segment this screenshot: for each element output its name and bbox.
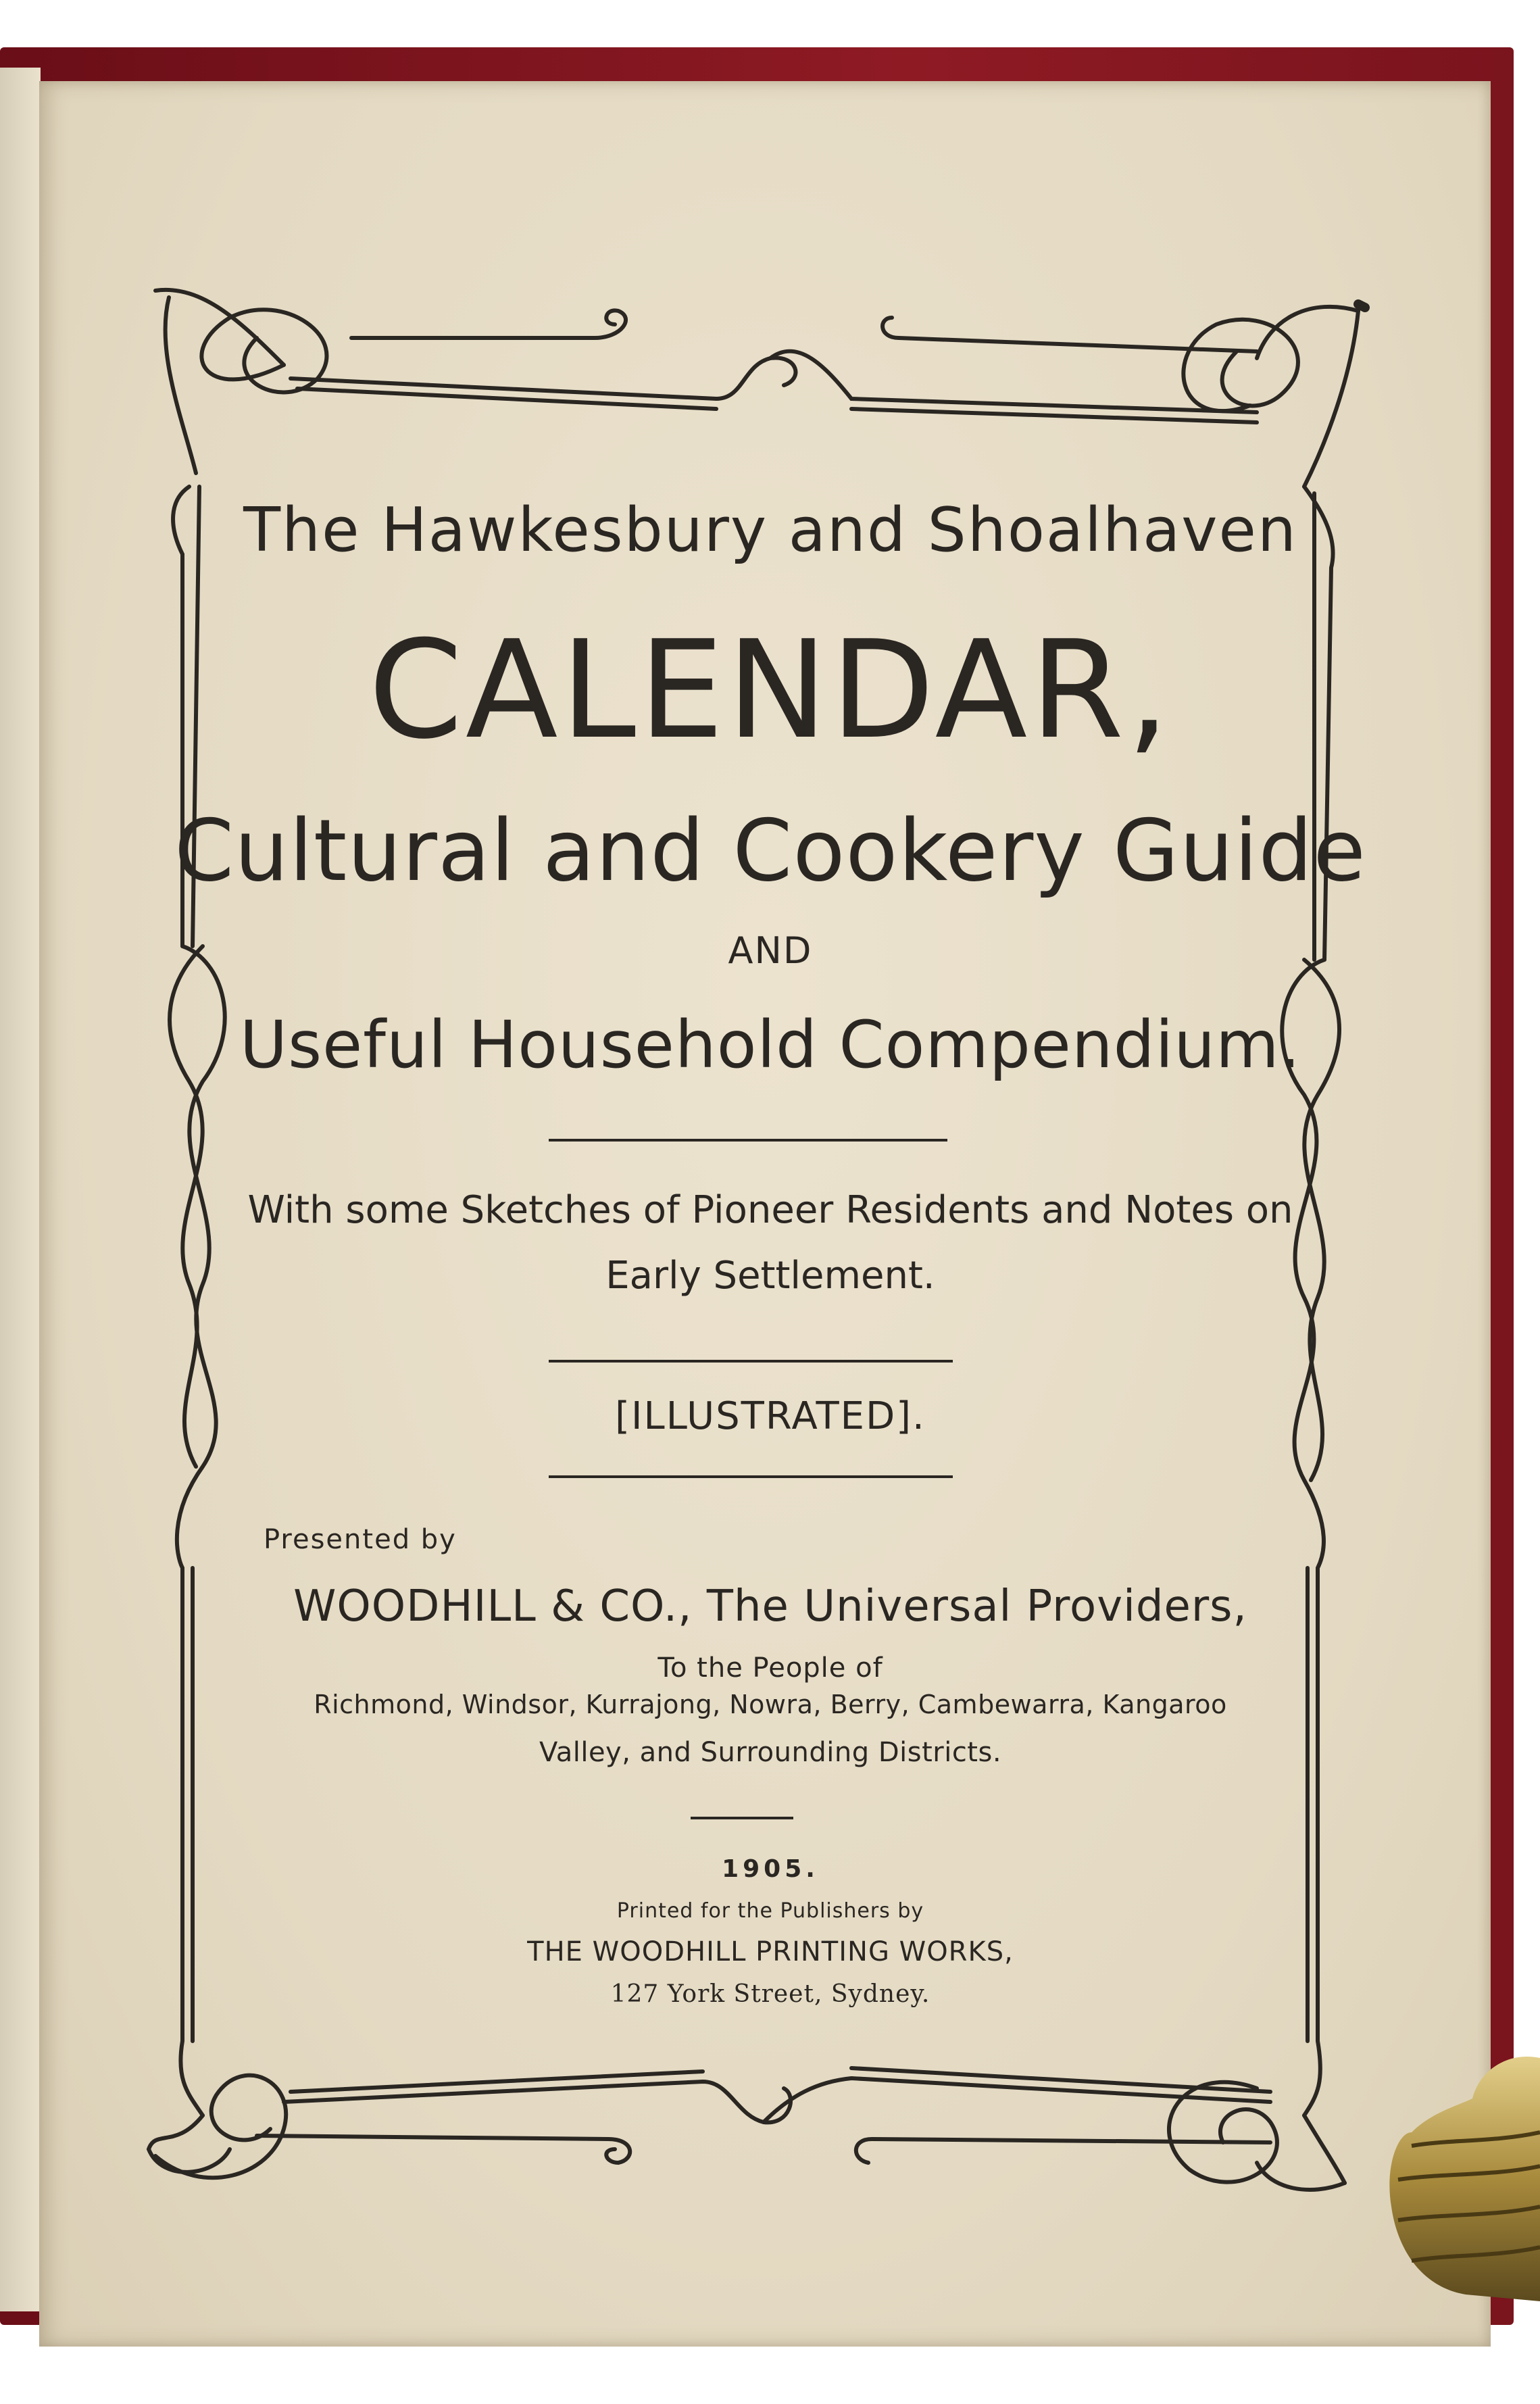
subtitle-sketches-line2: Early Settlement.	[605, 1254, 935, 1298]
title-line-compendium: Useful Household Compendium.	[239, 1007, 1301, 1083]
brass-book-stand	[1371, 2031, 1540, 2322]
districts-line: Valley, and Surrounding Districts.	[539, 1737, 1002, 1768]
title-line-region: The Hawkesbury and Shoalhaven	[243, 495, 1297, 566]
divider-rule	[549, 1139, 947, 1142]
dedication-line: To the People of	[657, 1652, 883, 1684]
divider-rule	[549, 1360, 953, 1363]
divider-rule	[549, 1475, 953, 1478]
illustrated-note: [ILLUSTRATED].	[615, 1394, 926, 1438]
title-line-guide: Cultural and Cookery Guide	[174, 801, 1366, 900]
towns-line: Richmond, Windsor, Kurrajong, Nowra, Berry, Cambewarra, Kangaroo	[314, 1690, 1227, 1719]
title-conjunction: AND	[728, 929, 813, 972]
printing-works-line: THE WOODHILL PRINTING WORKS,	[527, 1936, 1014, 1967]
subtitle-sketches-line1: With some Sketches of Pioneer Residents and Notes on	[247, 1188, 1293, 1232]
main-title: CALENDAR,	[368, 612, 1172, 769]
publisher-line: WOODHILL & CO., The Universal Providers,	[293, 1581, 1247, 1632]
short-divider-rule	[691, 1817, 793, 1819]
publication-year: 1905.	[722, 1855, 819, 1883]
printed-for-line: Printed for the Publishers by	[616, 1899, 924, 1923]
address-line: 127 York Street, Sydney.	[610, 1980, 930, 2008]
presented-by-label: Presented by	[264, 1524, 457, 1555]
